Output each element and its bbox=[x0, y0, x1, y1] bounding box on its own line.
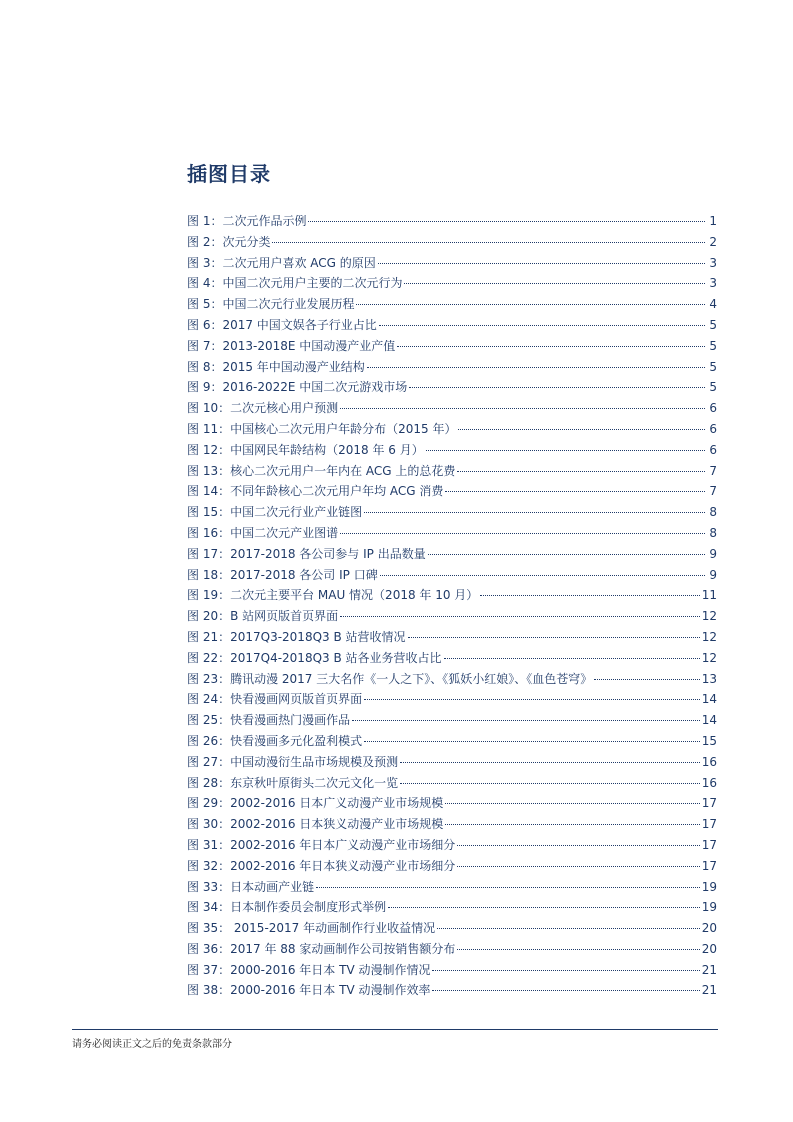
toc-entry-label: 图 19：二次元主要平台 MAU 情况（2018 年 10 月） bbox=[187, 588, 479, 603]
toc-entry[interactable] bbox=[187, 294, 717, 315]
toc-entry[interactable] bbox=[187, 710, 717, 731]
toc-entry-page-number: 5 bbox=[709, 359, 717, 374]
toc-entry-page-number: 9 bbox=[709, 546, 717, 561]
toc-entry[interactable] bbox=[187, 315, 717, 336]
toc-entry-label: 图 10：二次元核心用户预测 bbox=[187, 401, 339, 416]
dot-leader bbox=[426, 449, 705, 451]
toc-entry[interactable] bbox=[187, 502, 717, 523]
toc-entry-page-number: 12 bbox=[701, 609, 717, 624]
dot-leader bbox=[457, 470, 705, 472]
toc-entry-page-number: 16 bbox=[701, 775, 717, 790]
toc-entry-label: 图 4：中国二次元用户主要的二次元行为 bbox=[187, 276, 403, 291]
toc-entry-page-number: 6 bbox=[709, 401, 717, 416]
dot-leader bbox=[397, 345, 705, 347]
dot-leader bbox=[400, 761, 700, 763]
dot-leader bbox=[409, 386, 705, 388]
dot-leader bbox=[379, 324, 705, 326]
toc-entry[interactable] bbox=[187, 253, 717, 274]
toc-entry[interactable] bbox=[187, 440, 717, 461]
dot-leader bbox=[457, 844, 699, 846]
dot-leader bbox=[340, 407, 705, 409]
dot-leader bbox=[367, 366, 705, 368]
toc-entry[interactable] bbox=[187, 565, 717, 586]
toc-entry-page-number: 17 bbox=[701, 837, 717, 852]
footer-divider bbox=[72, 1029, 718, 1030]
toc-entry-label: 图 33：日本动画产业链 bbox=[187, 879, 315, 894]
toc-entry[interactable] bbox=[187, 980, 717, 1001]
toc-entry-page-number: 5 bbox=[709, 338, 717, 353]
toc-entry[interactable] bbox=[187, 357, 717, 378]
dot-leader bbox=[340, 615, 700, 617]
toc-entry-page-number: 3 bbox=[709, 255, 717, 270]
dot-leader bbox=[352, 719, 700, 721]
toc-entry-label: 图 23：腾讯动漫 2017 三大名作《一人之下》、《狐妖小红娘》、《血色苍穹》 bbox=[187, 671, 593, 686]
toc-entry-page-number: 12 bbox=[701, 629, 717, 644]
toc-entry-label: 图 26：快看漫画多元化盈利模式 bbox=[187, 733, 363, 748]
toc-entry-page-number: 20 bbox=[701, 941, 717, 956]
toc-entry-label: 图 7：2013-2018E 中国动漫产业产值 bbox=[187, 338, 396, 353]
toc-entry-label: 图 9：2016-2022E 中国二次元游戏市场 bbox=[187, 380, 408, 395]
toc-entry-page-number: 2 bbox=[709, 234, 717, 249]
toc-entry[interactable] bbox=[187, 585, 717, 606]
toc-entry[interactable] bbox=[187, 669, 717, 690]
toc-entry-page-number: 20 bbox=[701, 921, 717, 936]
dot-leader bbox=[457, 865, 699, 867]
toc-entry-page-number: 15 bbox=[701, 733, 717, 748]
toc-entry-label: 图 12：中国网民年龄结构（2018 年 6 月） bbox=[187, 442, 424, 457]
toc-entry-label: 图 20：B 站网页版首页界面 bbox=[187, 609, 339, 624]
toc-entry-page-number: 21 bbox=[701, 962, 717, 977]
dot-leader bbox=[364, 740, 700, 742]
toc-entry[interactable] bbox=[187, 856, 717, 877]
toc-entry[interactable] bbox=[187, 648, 717, 669]
dot-leader bbox=[445, 823, 699, 825]
dot-leader bbox=[457, 948, 699, 950]
toc-entry-page-number: 6 bbox=[709, 442, 717, 457]
toc-entry-page-number: 14 bbox=[701, 692, 717, 707]
toc-entry[interactable] bbox=[187, 377, 717, 398]
toc-entry-label: 图 21：2017Q3-2018Q3 B 站营收情况 bbox=[187, 629, 406, 644]
toc-entry-label: 图 36：2017 年 88 家动画制作公司按销售额分布 bbox=[187, 941, 456, 956]
toc-entry-label: 图 16：中国二次元产业图谱 bbox=[187, 525, 339, 540]
toc-entry-label: 图 3：二次元用户喜欢 ACG 的原因 bbox=[187, 255, 376, 270]
toc-entry-page-number: 7 bbox=[709, 463, 717, 478]
toc-entry[interactable] bbox=[187, 793, 717, 814]
dot-leader bbox=[432, 989, 699, 991]
dot-leader bbox=[378, 262, 705, 264]
toc-entry-label: 图 17：2017-2018 各公司参与 IP 出品数量 bbox=[187, 546, 426, 561]
toc-entry[interactable] bbox=[187, 523, 717, 544]
toc-entry-page-number: 12 bbox=[701, 650, 717, 665]
dot-leader bbox=[458, 428, 705, 430]
figure-list bbox=[187, 211, 717, 1001]
dot-leader bbox=[356, 303, 705, 305]
toc-entry-label: 图 32：2002-2016 年日本狭义动漫产业市场细分 bbox=[187, 858, 456, 873]
toc-entry[interactable] bbox=[187, 939, 717, 960]
toc-entry-label: 图 28：东京秋叶原街头二次元文化一览 bbox=[187, 775, 399, 790]
toc-entry[interactable] bbox=[187, 273, 717, 294]
toc-entry[interactable] bbox=[187, 877, 717, 898]
toc-entry-page-number: 8 bbox=[709, 505, 717, 520]
dot-leader bbox=[364, 698, 700, 700]
toc-entry-page-number: 7 bbox=[709, 484, 717, 499]
toc-entry-label: 图 22：2017Q4-2018Q3 B 站各业务营收占比 bbox=[187, 650, 442, 665]
toc-entry[interactable] bbox=[187, 897, 717, 918]
toc-entry[interactable] bbox=[187, 544, 717, 565]
toc-entry-page-number: 5 bbox=[709, 317, 717, 332]
dot-leader bbox=[445, 490, 705, 492]
toc-entry-page-number: 6 bbox=[709, 421, 717, 436]
toc-entry-label: 图 13：核心二次元用户一年内在 ACG 上的总花费 bbox=[187, 463, 456, 478]
page-title: 插图目录 bbox=[187, 162, 271, 186]
toc-entry[interactable] bbox=[187, 419, 717, 440]
toc-entry[interactable] bbox=[187, 398, 717, 419]
toc-entry-page-number: 21 bbox=[701, 983, 717, 998]
toc-entry-page-number: 9 bbox=[709, 567, 717, 582]
dot-leader bbox=[404, 282, 705, 284]
toc-entry[interactable] bbox=[187, 918, 717, 939]
toc-entry[interactable] bbox=[187, 481, 717, 502]
toc-entry-page-number: 17 bbox=[701, 796, 717, 811]
toc-entry-label: 图 11：中国核心二次元用户年龄分布（2015 年） bbox=[187, 421, 457, 436]
toc-entry-page-number: 17 bbox=[701, 817, 717, 832]
dot-leader bbox=[445, 802, 699, 804]
toc-entry-page-number: 1 bbox=[709, 214, 717, 228]
dot-leader bbox=[364, 511, 705, 513]
dot-leader bbox=[272, 241, 705, 243]
dot-leader bbox=[340, 532, 705, 534]
dot-leader bbox=[594, 678, 699, 680]
toc-entry[interactable] bbox=[187, 731, 717, 752]
toc-entry-page-number: 13 bbox=[701, 671, 717, 686]
footer-disclaimer: 请务必阅读正文之后的免责条款部分 bbox=[72, 1039, 232, 1050]
toc-entry-page-number: 14 bbox=[701, 713, 717, 728]
toc-entry[interactable] bbox=[187, 461, 717, 482]
toc-entry[interactable] bbox=[187, 627, 717, 648]
dot-leader bbox=[380, 574, 705, 576]
toc-entry-page-number: 17 bbox=[701, 858, 717, 873]
toc-entry-page-number: 19 bbox=[701, 879, 717, 894]
dot-leader bbox=[480, 594, 699, 596]
toc-entry-page-number: 8 bbox=[709, 525, 717, 540]
toc-entry[interactable] bbox=[187, 960, 717, 981]
dot-leader bbox=[316, 886, 700, 888]
toc-entry-label: 图 15：中国二次元行业产业链图 bbox=[187, 505, 363, 520]
toc-entry-label: 图 30：2002-2016 日本狭义动漫产业市场规模 bbox=[187, 817, 444, 832]
toc-entry[interactable] bbox=[187, 752, 717, 773]
toc-entry-page-number: 3 bbox=[709, 276, 717, 291]
toc-entry[interactable] bbox=[187, 336, 717, 357]
toc-entry-label: 图 2：次元分类 bbox=[187, 234, 271, 249]
toc-entry-label: 图 18：2017-2018 各公司 IP 口碑 bbox=[187, 567, 378, 582]
dot-leader bbox=[437, 927, 700, 929]
dot-leader bbox=[432, 969, 699, 971]
toc-entry-label: 图 25：快看漫画热门漫画作品 bbox=[187, 713, 351, 728]
toc-entry-label: 图 5：中国二次元行业发展历程 bbox=[187, 297, 355, 312]
toc-entry-label: 图 8：2015 年中国动漫产业结构 bbox=[187, 359, 365, 374]
dot-leader bbox=[408, 636, 700, 638]
toc-entry-page-number: 16 bbox=[701, 754, 717, 769]
toc-entry[interactable] bbox=[187, 773, 717, 794]
dot-leader bbox=[444, 657, 700, 659]
toc-entry-label: 图 37：2000-2016 年日本 TV 动漫制作情况 bbox=[187, 962, 431, 977]
toc-entry[interactable] bbox=[187, 835, 717, 856]
dot-leader bbox=[388, 906, 700, 908]
toc-entry-label: 图 1：二次元作品示例 bbox=[187, 214, 307, 228]
dot-leader bbox=[428, 553, 705, 555]
dot-leader bbox=[400, 782, 700, 784]
toc-entry-page-number: 4 bbox=[709, 297, 717, 312]
toc-entry-label: 图 34：日本制作委员会制度形式举例 bbox=[187, 900, 387, 915]
toc-entry-label: 图 31：2002-2016 年日本广义动漫产业市场细分 bbox=[187, 837, 456, 852]
toc-entry-label: 图 24：快看漫画网页版首页界面 bbox=[187, 692, 363, 707]
toc-entry[interactable] bbox=[187, 232, 717, 253]
toc-entry-page-number: 11 bbox=[701, 588, 717, 603]
toc-entry-page-number: 19 bbox=[701, 900, 717, 915]
toc-entry-label: 图 35： 2015-2017 年动画制作行业收益情况 bbox=[187, 921, 436, 936]
toc-entry-page-number: 5 bbox=[709, 380, 717, 395]
toc-entry[interactable] bbox=[187, 689, 717, 710]
dot-leader bbox=[308, 220, 705, 222]
toc-entry-label: 图 14：不同年龄核心二次元用户年均 ACG 消费 bbox=[187, 484, 444, 499]
toc-entry[interactable] bbox=[187, 814, 717, 835]
toc-entry[interactable] bbox=[187, 606, 717, 627]
toc-entry[interactable] bbox=[187, 211, 717, 232]
toc-entry-label: 图 27：中国动漫衍生品市场规模及预测 bbox=[187, 754, 399, 769]
toc-entry-label: 图 38：2000-2016 年日本 TV 动漫制作效率 bbox=[187, 983, 431, 998]
toc-entry-label: 图 6：2017 中国文娱各子行业占比 bbox=[187, 317, 377, 332]
toc-entry-label: 图 29：2002-2016 日本广义动漫产业市场规模 bbox=[187, 796, 444, 811]
